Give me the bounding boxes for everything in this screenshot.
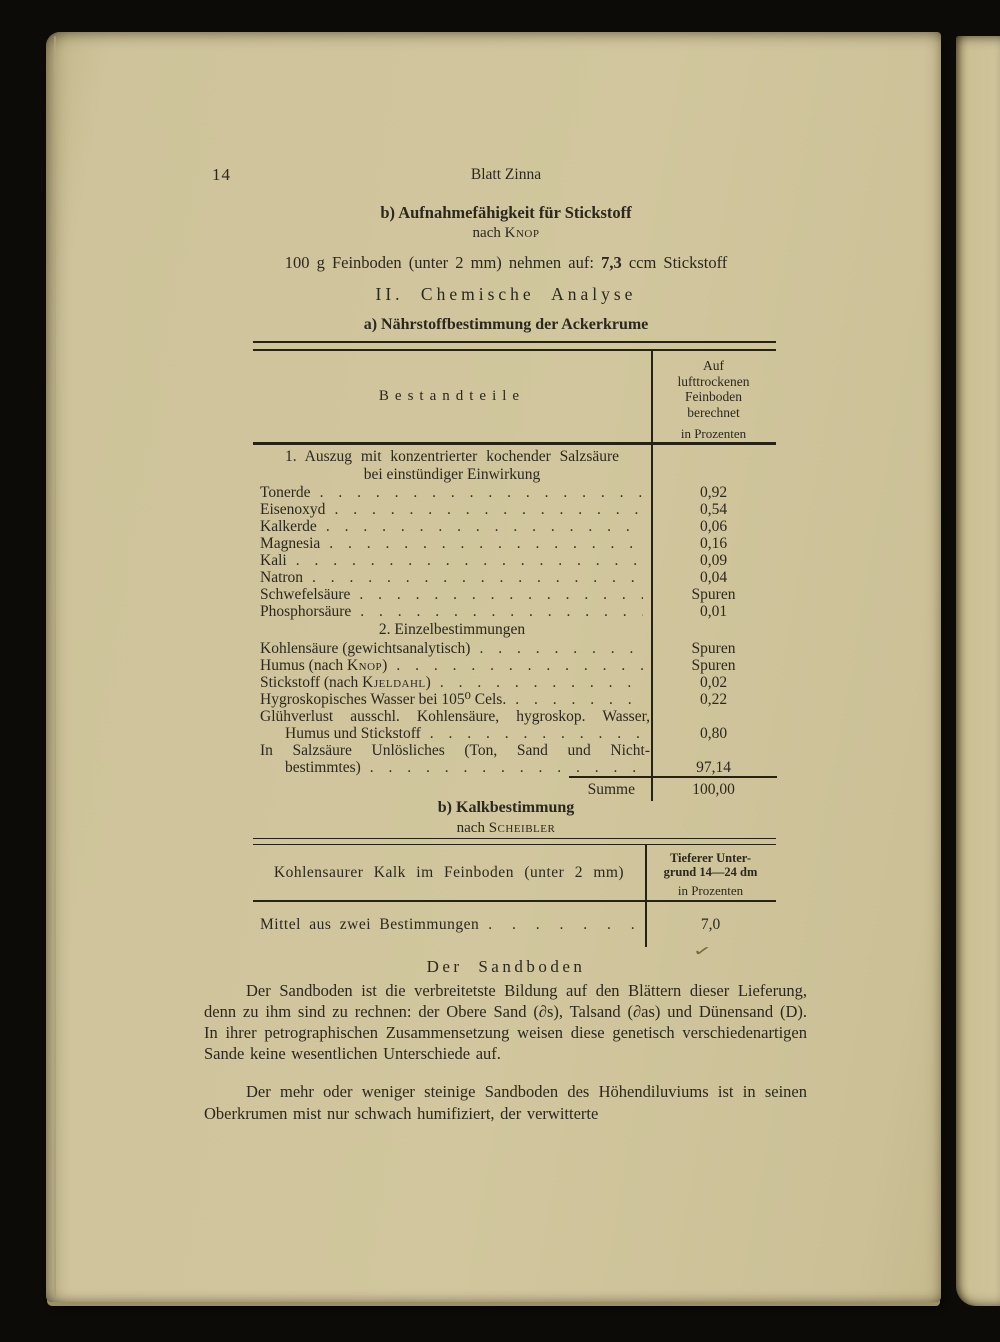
- table-header-row: [253, 845, 776, 902]
- nutrient-table: [253, 341, 776, 801]
- dot-leader: [515, 691, 643, 708]
- table-row: Magnesia . . . 0,16: [253, 535, 776, 552]
- sum-row: [253, 776, 776, 801]
- column-header-kalk: Kohlensaurer Kalk im Feinboden (unter 2 mm): [273, 863, 625, 881]
- table-row-wrapped-line2: Humus und Stickstoff . . . 0,80: [253, 725, 776, 742]
- table-row: Mittel aus zwei Bestimmungen . . . 7,0: [253, 902, 776, 947]
- sandboden-paragraph-2: Der mehr oder weniger steinige Sandboden des Höhendiluviums ist in seinen Oberkrumen mist nur schwach humifiziert, der verwitterte: [204, 1082, 807, 1123]
- column-header-bestandteile: Bestandteile: [378, 388, 526, 404]
- subheading-prefix: nach: [456, 820, 489, 836]
- section-heading-stickstoff: b) Aufnahmefähigkeit für Stickstoff: [380, 203, 632, 222]
- dot-leader: [360, 603, 643, 620]
- dot-leader: [334, 501, 643, 518]
- dot-leader: [488, 916, 637, 934]
- table-header-row: [253, 351, 776, 445]
- table-row: Phosphorsäure . . . 0,01: [253, 603, 776, 620]
- table-row: Kohlensäure (gewichtsanalytisch) . . . Spuren: [253, 640, 776, 657]
- lime-table: [253, 838, 776, 947]
- table-row: Tonerde . . . 0,92: [253, 484, 776, 501]
- sandboden-paragraph-1: Der Sandboden ist die verbreitetste Bildung auf den Blättern dieser Lieferung, denn zu ihm sind zu rechnen: der Obere Sand (∂s), Talsand (∂as) und Dünensand (D). In ihrer petrographischen Zusammensetzung weisen diese genetisch verschiedenartigen Sande keine wesentlichen Unterschiede auf.: [204, 981, 807, 1063]
- subheading-prefix: nach: [472, 225, 505, 241]
- table-row: Eisenoxyd . . . 0,54: [253, 501, 776, 518]
- column-header-untergrund: Tieferer Unter- grund 14—24 dm in Prozenten: [663, 851, 758, 898]
- dot-leader: [359, 586, 643, 603]
- dot-leader: [370, 759, 643, 776]
- page-number: 14: [212, 165, 231, 184]
- table-row: Hygroskopisches Wasser bei 105⁰ Cels. . . . 0,22: [253, 691, 776, 708]
- sum-label: Summe: [587, 781, 635, 798]
- group1-heading-line2: bei einstündiger Einwirkung: [363, 466, 541, 483]
- dot-leader: [440, 674, 643, 691]
- page-edge-highlight: [54, 36, 56, 1298]
- dot-leader: [312, 569, 643, 586]
- table-row: Schwefelsäure . . . Spuren: [253, 586, 776, 603]
- author-name-scheibler: Scheibler: [488, 820, 556, 836]
- section-heading-naehrstoff: a) Nährstoffbestimmung der Ackerkrume: [363, 316, 649, 333]
- book-page: [46, 32, 941, 1302]
- sum-value: 100,00: [692, 781, 735, 798]
- section-heading-kalkbestimmung: b) Kalkbestimmung: [437, 799, 575, 816]
- table-row: Kalkerde . . . 0,06: [253, 518, 776, 535]
- dot-leader: [329, 535, 643, 552]
- table-row-wrapped-line1: Glühverlust ausschl. Kohlensäure, hygroskop. Wasser,: [260, 708, 650, 725]
- table-body: [253, 445, 776, 801]
- result-line-unit: ccm Stickstoff: [621, 253, 728, 272]
- table-row: Natron . . . 0,04: [253, 569, 776, 586]
- running-title: Blatt Zinna: [470, 166, 542, 183]
- result-line-text: 100 g Feinboden (unter 2 mm) nehmen auf:: [284, 253, 602, 272]
- group1-heading: 1. Auszug mit konzentrierter kochender Salzsäure: [284, 448, 620, 465]
- table-column-divider: [645, 845, 647, 947]
- table-top-rule: [253, 341, 776, 351]
- section-heading-sandboden: Der Sandboden: [426, 957, 586, 976]
- dot-leader: [430, 725, 643, 742]
- dot-leader: [396, 657, 643, 674]
- dot-leader: [296, 552, 643, 569]
- author-name-knop: Knop: [504, 225, 540, 241]
- result-value: 7,3: [601, 253, 622, 272]
- column-header-prozente: Auf lufttrockenen Feinboden berechnet in Prozenten: [677, 358, 750, 441]
- table-row-wrapped-line1: In Salzsäure Unlösliches (Ton, Sand und Nicht-: [260, 742, 650, 759]
- stickstoff-result-line: [206, 253, 806, 273]
- table-row-wrapped-line2: bestimmtes) . . . 97,14: [253, 759, 776, 776]
- adjacent-page-edge: [956, 36, 1000, 1306]
- table-row: Kali . . . 0,09: [253, 552, 776, 569]
- dot-leader: [479, 640, 643, 657]
- table-row: Humus (nach Knop) . . . Spuren: [253, 657, 776, 674]
- pen-checkmark-annotation: ✓: [692, 943, 713, 961]
- stickstoff-subheading: [206, 225, 806, 242]
- dot-leader: [320, 484, 643, 501]
- kalk-subheading: [206, 820, 806, 837]
- group2-heading: 2. Einzelbestimmungen: [378, 621, 526, 638]
- dot-leader: [326, 518, 643, 535]
- table-top-rule: [253, 838, 776, 845]
- table-row: Stickstoff (nach Kjeldahl) . . . 0,02: [253, 674, 776, 691]
- section-heading-chemische-analyse: II. Chemische Analyse: [375, 284, 637, 304]
